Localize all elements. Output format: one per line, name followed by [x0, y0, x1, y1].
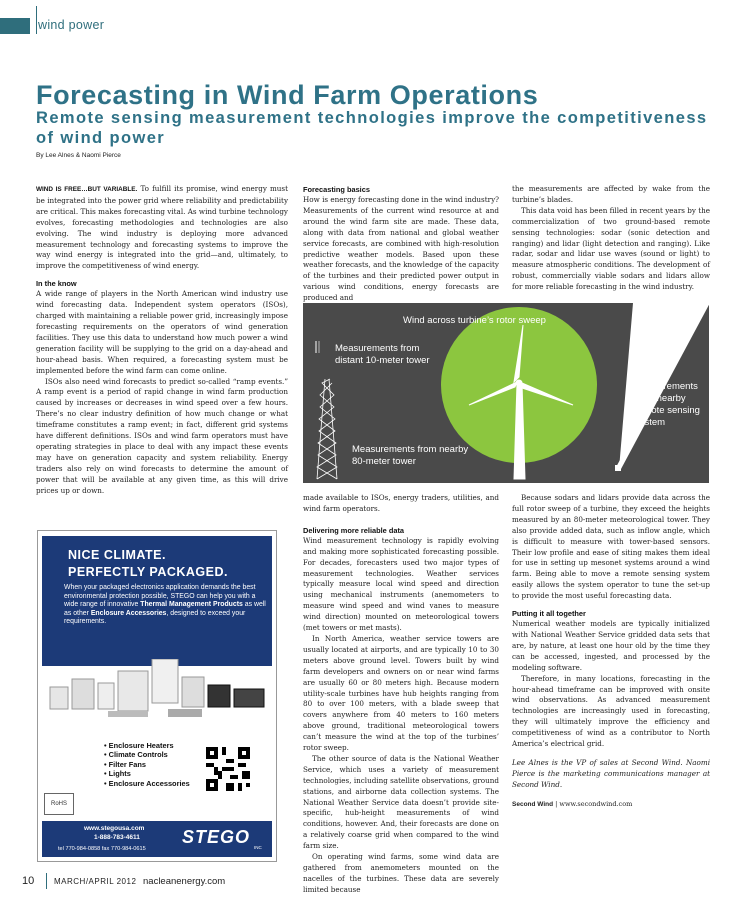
ad-body-bold-1: Thermal Management Products [140, 601, 243, 608]
heading-delivering-data: Delivering more reliable data [303, 525, 405, 535]
footer-rule [46, 873, 47, 889]
paragraph: A wide range of players in the North American wind industry use wind forecasting data. Independent system operators (ISOs), charged with maintaining a reliable power grid, increasingly impose forecasting requirements on the operators of wind generation facilities. They use this data to understand how much power a wind generation facility will be supplying to the grid on a day-ahead and hour-ahead basis. When required, a forecasting system must be implemented before the wind farm can come online. [36, 289, 288, 375]
paragraph: Wind measurement technology is rapidly evolving and making more sophisticated forecasting possible. For decades, forecasters used two major types of measurement technologies. Weather services typically measure local wind speed and direction using mechanical instruments (anemometers to measure wind speed and wind vanes to measure wind direction) mounted on meteorological towers (met towers or met masts). [303, 535, 499, 633]
list-item: • Climate Controls [104, 750, 190, 759]
list-item: • Enclosure Accessories [104, 779, 190, 788]
paragraph: How is energy forecasting done in the wind industry? Measurements of the current wind resource at and around the wind farm site are made. These data, along with data from national and global weather service forecasts, are combined with high-resolution predictive weather models. Based upon these weather forecasts, and the knowledge of the capacity of the turbines and their predicted power output in various wind conditions, energy forecasts are produced and [303, 195, 499, 303]
wind-measurement-figure [303, 303, 709, 483]
ad-product-image [48, 659, 270, 719]
intro-lead: WIND IS FREE…BUT VARIABLE. [36, 186, 138, 193]
paragraph: the measurements are affected by wake from the turbine’s blades. [512, 184, 710, 204]
ad-body-text [64, 584, 270, 627]
section-tab [0, 18, 30, 34]
column-1 [36, 184, 288, 496]
qr-code-icon[interactable] [206, 747, 250, 791]
heading-in-the-know: In the know [36, 279, 77, 289]
ad-url[interactable]: www.stegousa.com [84, 825, 145, 832]
paragraph: Numerical weather models are typically initialized with National Weather Service gridded data sets that are, by nature, at least one hour old by the time they can be accessed, ingested, and processed by the modeling software. [512, 619, 710, 672]
ad-body-mid: as well as other [64, 601, 266, 617]
stego-advertisement[interactable] [37, 530, 277, 862]
issue-date: MARCH/APRIL 2012 [54, 877, 137, 886]
intro-paragraph [36, 184, 288, 272]
company-url[interactable]: | www.secondwind.com [553, 799, 633, 808]
ad-body-pre: When your packaged electronics application demands the best environmental protection possible, STEGO can help you with a wide range of innovative [64, 584, 256, 608]
page-number: 10 [22, 875, 35, 887]
column-2-bottom [303, 493, 499, 896]
ad-footer-panel [42, 821, 272, 857]
author-bio: Lee Alnes is the VP of sales at Second Wind. Naomi Pierce is the marketing communications manager at Second Wind. [512, 757, 710, 789]
paragraph: Therefore, in many locations, forecasting in the hour-ahead timeframe can be improved with onsite wind observations. As advanced measurement technologies are increasingly used in forecasting, they will ultimately improve the efficiency and competitiveness of wind as a contributor to North America’s electrical grid. [512, 673, 710, 749]
label-wind-across-rotor: Wind across turbine’s rotor sweep [403, 315, 546, 326]
article-title: Forecasting in Wind Farm Operations [36, 80, 539, 110]
ad-product-list [104, 741, 190, 788]
ad-headline-1: NICE CLIMATE. [68, 548, 166, 562]
list-item: • Lights [104, 769, 190, 778]
heading-putting-together: Putting it all together [512, 609, 586, 619]
list-item: • Filter Fans [104, 760, 190, 769]
rohs-badge: RoHS [44, 793, 74, 815]
stego-logo-suffix: INC [254, 845, 262, 850]
section-label: wind power [38, 18, 105, 32]
ad-headline-2: PERFECTLY PACKAGED. [68, 565, 228, 579]
ad-body-bold-2: Enclosure Accessories [90, 609, 167, 617]
lattice-tower [317, 379, 337, 479]
label-80m-tower: Measurements from nearby 80-meter tower [352, 444, 469, 467]
paragraph: ISOs also need wind forecasts to predict so-called “ramp events.” A ramp event is a period of rapid change in wind farm production caused by increases or decreases in wind speed over a few hours. There’s no clear industry definition of how much change or what timeframe constitutes a ramp event; in fact, different grid systems have different definitions. ISOs and wind farm operators must have operating strategies in place to deal with any impact these events may have on generation capacity and system reliability. Energy traders also rely on wind forecasts to determine the amount of power that will be available at any given time, as this will drive prices up or down. [36, 376, 288, 495]
company-credit [512, 799, 710, 811]
list-item: • Enclosure Heaters [104, 741, 190, 750]
ad-phone: 1-888-783-4611 [94, 834, 140, 841]
label-remote-sensing: Measurements from nearby remote sensing system [635, 381, 700, 428]
ad-contact: tel 770-984-0858 fax 770-984-0615 [58, 846, 146, 852]
paragraph: In North America, weather service towers are usually located at airports, and are typically 10 to 30 meters above ground level. Towers built by wind farm developers and owners on or near wind farms are usually 60 or 80 meters high. Because modern utility-scale turbines have hub heights ranging from 80 to over 100 meters, with a blade sweep that covers anywhere from 40 meters to 160 meters above ground, traditional meteorological towers can’t measure the wind at the top of the turbines’ rotor sweep. [303, 633, 499, 753]
company-name: Second Wind [512, 800, 554, 808]
paragraph: made available to ISOs, energy traders, utilities, and wind farm operators. [303, 493, 499, 513]
label-10m-tower: Measurements from distant 10-meter tower [335, 343, 430, 366]
column-3-top [512, 184, 710, 293]
publication-site: nacleanenergy.com [143, 876, 226, 887]
heading-forecasting-basics: Forecasting basics [303, 185, 370, 194]
paragraph: On operating wind farms, some wind data are gathered from anemometers mounted on the nacelles of the turbines. These data are severely limited because [303, 852, 499, 894]
section-rule [36, 6, 37, 34]
intro-text: To fulfill its promise, wind energy must be integrated into the power grid where reliability and predictability are critical. This makes forecasting vital. As wind turbine technology evolves, forecasting methodologies and technologies are also evolving. The wind industry is deploying more advanced measurement technology and forecasting systems to improve the way wind energy is integrated into the grid—and, ultimately, to improve the competitiveness of wind energy. [36, 184, 288, 271]
byline: By Lee Alnes & Naomi Pierce [36, 152, 121, 159]
ad-header-panel [42, 536, 272, 666]
column-2-top [303, 184, 499, 304]
article-subtitle: Remote sensing measurement technologies improve the competitiveness of wind power [36, 109, 708, 147]
stego-logo: STEGO [182, 827, 251, 847]
column-3-bottom [512, 493, 710, 811]
paragraph: Because sodars and lidars provide data across the full rotor sweep of a turbine, they exceed the heights measured by an 80-meter meteorological tower. They also provide added data, such as inflow angle, which is difficult to measure with tower-based sensors. Their low profile and ease of siting makes them ideal for use in setting up mesonet systems around a wind farm. Being able to move a remote sensing system easily allows the system operator to tune the set-up to provide the most useful forecasting data. [512, 493, 710, 601]
ad-body-post: , designed to exceed your requirements. [64, 609, 246, 625]
paragraph: The other source of data is the National Weather Service, which uses a variety of measurement technologies, including satellite observations, ground stations, and airborne data collection systems. The National Weather Service data doesn’t provide site-specific, hub-height measurements of wind conditions, however. And, their forecasts are done on a relatively coarse grid when compared to the wind farm size. [303, 753, 499, 851]
paragraph: This data void has been filled in recent years by the commercialization of two ground-based remote sensing technologies: sodar (sonic detection and ranging) and lidar (light detection and ranging). Like radar, sodar and lidar use waves (sound or light) to measure atmospheric conditions. The development of robust, commercially viable sodars and lidars allow for more reliable forecasting in the wind industry. [512, 205, 710, 292]
remote-sensing-unit [615, 465, 621, 471]
